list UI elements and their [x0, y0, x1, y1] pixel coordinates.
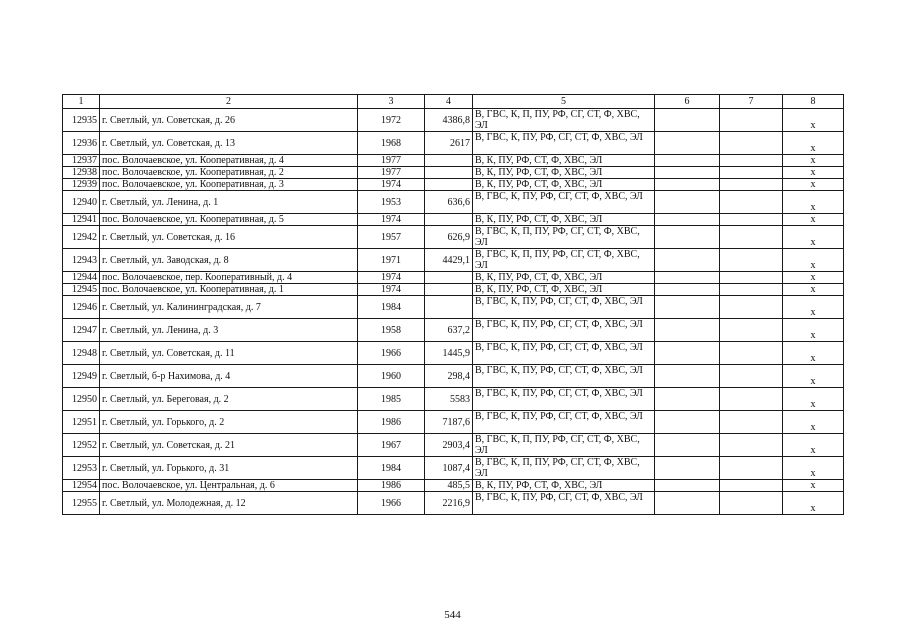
area-cell: 2617: [425, 132, 473, 155]
address-cell: г. Светлый, ул. Советская, д. 11: [100, 342, 358, 365]
year-cell: 1953: [358, 191, 425, 214]
column-7-cell: [720, 179, 783, 191]
year-cell: 1967: [358, 434, 425, 457]
table-row: [63, 434, 844, 457]
area-cell: 636,6: [425, 191, 473, 214]
mark-cell: x: [783, 319, 844, 342]
page-number: 544: [444, 609, 461, 621]
column-6-cell: [655, 365, 720, 388]
year-cell: 1986: [358, 480, 425, 492]
address-cell: г. Светлый, ул. Советская, д. 16: [100, 226, 358, 249]
header-cell: 1: [63, 95, 100, 109]
column-7-cell: [720, 296, 783, 319]
header-cell: 6: [655, 95, 720, 109]
utilities-cell: В, К, ПУ, РФ, СТ, Ф, ХВС, ЭЛ: [473, 179, 655, 191]
row-number-cell: 12946: [63, 296, 100, 319]
mark-cell: x: [783, 191, 844, 214]
year-cell: 1974: [358, 284, 425, 296]
header-row: [63, 95, 844, 109]
column-7-cell: [720, 411, 783, 434]
address-cell: пос. Волочаевское, ул. Кооперативная, д. 3: [100, 179, 358, 191]
utilities-cell: В, ГВС, К, П, ПУ, РФ, СГ, СТ, Ф, ХВС, ЭЛ: [473, 109, 655, 132]
row-number-cell: 12951: [63, 411, 100, 434]
table-row: [63, 492, 844, 515]
table-row: [63, 365, 844, 388]
area-cell: 637,2: [425, 319, 473, 342]
mark-cell: x: [783, 272, 844, 284]
address-cell: г. Светлый, ул. Горького, д. 31: [100, 457, 358, 480]
row-number-cell: 12943: [63, 249, 100, 272]
utilities-cell: В, ГВС, К, П, ПУ, РФ, СГ, СТ, Ф, ХВС, ЭЛ: [473, 226, 655, 249]
area-cell: [425, 167, 473, 179]
mark-cell: x: [783, 411, 844, 434]
column-7-cell: [720, 480, 783, 492]
year-cell: 1977: [358, 155, 425, 167]
address-cell: г. Светлый, ул. Ленина, д. 3: [100, 319, 358, 342]
area-cell: [425, 179, 473, 191]
year-cell: 1974: [358, 179, 425, 191]
area-cell: 4429,1: [425, 249, 473, 272]
row-number-cell: 12941: [63, 214, 100, 226]
mark-cell: x: [783, 480, 844, 492]
column-7-cell: [720, 132, 783, 155]
mark-cell: x: [783, 179, 844, 191]
area-cell: 1087,4: [425, 457, 473, 480]
utilities-cell: В, К, ПУ, РФ, СТ, Ф, ХВС, ЭЛ: [473, 155, 655, 167]
year-cell: 1957: [358, 226, 425, 249]
column-6-cell: [655, 191, 720, 214]
column-6-cell: [655, 109, 720, 132]
row-number-cell: 12950: [63, 388, 100, 411]
area-cell: 2903,4: [425, 434, 473, 457]
year-cell: 1986: [358, 411, 425, 434]
mark-cell: x: [783, 434, 844, 457]
year-cell: 1968: [358, 132, 425, 155]
table-row: [63, 191, 844, 214]
address-cell: г. Светлый, ул. Молодежная, д. 12: [100, 492, 358, 515]
utilities-cell: В, ГВС, К, ПУ, РФ, СГ, СТ, Ф, ХВС, ЭЛ: [473, 319, 655, 342]
address-cell: г. Светлый, ул. Ленина, д. 1: [100, 191, 358, 214]
utilities-cell: В, ГВС, К, П, ПУ, РФ, СГ, СТ, Ф, ХВС, ЭЛ: [473, 434, 655, 457]
utilities-cell: В, К, ПУ, РФ, СТ, Ф, ХВС, ЭЛ: [473, 480, 655, 492]
utilities-cell: В, К, ПУ, РФ, СТ, Ф, ХВС, ЭЛ: [473, 284, 655, 296]
area-cell: 2216,9: [425, 492, 473, 515]
header-cell: 5: [473, 95, 655, 109]
table-body: [63, 109, 844, 515]
area-cell: [425, 214, 473, 226]
table-row: [63, 155, 844, 167]
year-cell: 1972: [358, 109, 425, 132]
row-number-cell: 12947: [63, 319, 100, 342]
table-row: [63, 167, 844, 179]
mark-cell: x: [783, 492, 844, 515]
column-7-cell: [720, 226, 783, 249]
column-6-cell: [655, 226, 720, 249]
row-number-cell: 12935: [63, 109, 100, 132]
utilities-cell: В, К, ПУ, РФ, СТ, Ф, ХВС, ЭЛ: [473, 167, 655, 179]
mark-cell: x: [783, 109, 844, 132]
address-cell: г. Светлый, ул. Советская, д. 13: [100, 132, 358, 155]
column-7-cell: [720, 388, 783, 411]
area-cell: [425, 296, 473, 319]
column-7-cell: [720, 365, 783, 388]
area-cell: 298,4: [425, 365, 473, 388]
year-cell: 1974: [358, 272, 425, 284]
column-6-cell: [655, 342, 720, 365]
column-6-cell: [655, 411, 720, 434]
year-cell: 1966: [358, 492, 425, 515]
column-6-cell: [655, 249, 720, 272]
column-7-cell: [720, 109, 783, 132]
header-cell: 8: [783, 95, 844, 109]
column-7-cell: [720, 214, 783, 226]
address-cell: г. Светлый, ул. Советская, д. 26: [100, 109, 358, 132]
column-6-cell: [655, 167, 720, 179]
year-cell: 1977: [358, 167, 425, 179]
mark-cell: x: [783, 167, 844, 179]
column-7-cell: [720, 342, 783, 365]
area-cell: [425, 284, 473, 296]
row-number-cell: 12936: [63, 132, 100, 155]
row-number-cell: 12942: [63, 226, 100, 249]
column-6-cell: [655, 214, 720, 226]
table-row: [63, 342, 844, 365]
column-7-cell: [720, 191, 783, 214]
area-cell: 7187,6: [425, 411, 473, 434]
utilities-cell: В, ГВС, К, ПУ, РФ, СГ, СТ, Ф, ХВС, ЭЛ: [473, 191, 655, 214]
column-6-cell: [655, 284, 720, 296]
address-cell: пос. Волочаевское, ул. Кооперативная, д. 1: [100, 284, 358, 296]
mark-cell: x: [783, 249, 844, 272]
column-6-cell: [655, 132, 720, 155]
mark-cell: x: [783, 365, 844, 388]
year-cell: 1971: [358, 249, 425, 272]
mark-cell: x: [783, 214, 844, 226]
address-cell: пос. Волочаевское, ул. Кооперативная, д. 5: [100, 214, 358, 226]
utilities-cell: В, ГВС, К, П, ПУ, РФ, СГ, СТ, Ф, ХВС, ЭЛ: [473, 249, 655, 272]
row-number-cell: 12940: [63, 191, 100, 214]
header-cell: 3: [358, 95, 425, 109]
column-7-cell: [720, 319, 783, 342]
utilities-cell: В, ГВС, К, ПУ, РФ, СГ, СТ, Ф, ХВС, ЭЛ: [473, 411, 655, 434]
mark-cell: x: [783, 296, 844, 319]
mark-cell: x: [783, 457, 844, 480]
utilities-cell: В, ГВС, К, ПУ, РФ, СГ, СТ, Ф, ХВС, ЭЛ: [473, 132, 655, 155]
header-cell: 7: [720, 95, 783, 109]
column-7-cell: [720, 272, 783, 284]
address-cell: г. Светлый, б-р Нахимова, д. 4: [100, 365, 358, 388]
year-cell: 1984: [358, 296, 425, 319]
row-number-cell: 12953: [63, 457, 100, 480]
row-number-cell: 12954: [63, 480, 100, 492]
table-row: [63, 411, 844, 434]
column-7-cell: [720, 284, 783, 296]
row-number-cell: 12938: [63, 167, 100, 179]
mark-cell: x: [783, 388, 844, 411]
column-7-cell: [720, 249, 783, 272]
column-7-cell: [720, 167, 783, 179]
utilities-cell: В, ГВС, К, ПУ, РФ, СГ, СТ, Ф, ХВС, ЭЛ: [473, 342, 655, 365]
utilities-cell: В, ГВС, К, ПУ, РФ, СГ, СТ, Ф, ХВС, ЭЛ: [473, 492, 655, 515]
column-6-cell: [655, 457, 720, 480]
mark-cell: x: [783, 155, 844, 167]
column-6-cell: [655, 388, 720, 411]
header-cell: 2: [100, 95, 358, 109]
table-row: [63, 272, 844, 284]
area-cell: 485,5: [425, 480, 473, 492]
mark-cell: x: [783, 284, 844, 296]
row-number-cell: 12948: [63, 342, 100, 365]
address-cell: г. Светлый, ул. Горького, д. 2: [100, 411, 358, 434]
address-cell: г. Светлый, ул. Советская, д. 21: [100, 434, 358, 457]
utilities-cell: В, ГВС, К, ПУ, РФ, СГ, СТ, Ф, ХВС, ЭЛ: [473, 365, 655, 388]
row-number-cell: 12955: [63, 492, 100, 515]
address-cell: г. Светлый, ул. Береговая, д. 2: [100, 388, 358, 411]
year-cell: 1958: [358, 319, 425, 342]
table-row: [63, 284, 844, 296]
year-cell: 1985: [358, 388, 425, 411]
area-cell: 626,9: [425, 226, 473, 249]
area-cell: [425, 155, 473, 167]
year-cell: 1984: [358, 457, 425, 480]
year-cell: 1960: [358, 365, 425, 388]
column-6-cell: [655, 480, 720, 492]
address-cell: пос. Волочаевское, ул. Центральная, д. 6: [100, 480, 358, 492]
column-6-cell: [655, 272, 720, 284]
row-number-cell: 12939: [63, 179, 100, 191]
column-7-cell: [720, 155, 783, 167]
table-row: [63, 132, 844, 155]
address-cell: пос. Волочаевское, ул. Кооперативная, д. 2: [100, 167, 358, 179]
mark-cell: x: [783, 226, 844, 249]
mark-cell: x: [783, 342, 844, 365]
row-number-cell: 12944: [63, 272, 100, 284]
column-6-cell: [655, 155, 720, 167]
table-row: [63, 457, 844, 480]
area-cell: 4386,8: [425, 109, 473, 132]
table-row: [63, 226, 844, 249]
table-row: [63, 249, 844, 272]
utilities-cell: В, К, ПУ, РФ, СТ, Ф, ХВС, ЭЛ: [473, 214, 655, 226]
utilities-cell: В, ГВС, К, ПУ, РФ, СГ, СТ, Ф, ХВС, ЭЛ: [473, 296, 655, 319]
header-cell: 4: [425, 95, 473, 109]
year-cell: 1966: [358, 342, 425, 365]
table-row: [63, 296, 844, 319]
table-row: [63, 480, 844, 492]
table-row: [63, 214, 844, 226]
row-number-cell: 12945: [63, 284, 100, 296]
area-cell: [425, 272, 473, 284]
address-cell: пос. Волочаевское, пер. Кооперативный, д. 4: [100, 272, 358, 284]
row-number-cell: 12952: [63, 434, 100, 457]
column-6-cell: [655, 179, 720, 191]
row-number-cell: 12937: [63, 155, 100, 167]
column-7-cell: [720, 434, 783, 457]
table-row: [63, 319, 844, 342]
utilities-cell: В, ГВС, К, П, ПУ, РФ, СГ, СТ, Ф, ХВС, ЭЛ: [473, 457, 655, 480]
utilities-cell: В, ГВС, К, ПУ, РФ, СГ, СТ, Ф, ХВС, ЭЛ: [473, 388, 655, 411]
address-cell: пос. Волочаевское, ул. Кооперативная, д. 4: [100, 155, 358, 167]
utilities-cell: В, К, ПУ, РФ, СТ, Ф, ХВС, ЭЛ: [473, 272, 655, 284]
address-cell: г. Светлый, ул. Калининградская, д. 7: [100, 296, 358, 319]
column-7-cell: [720, 457, 783, 480]
year-cell: 1974: [358, 214, 425, 226]
column-6-cell: [655, 434, 720, 457]
table-row: [63, 388, 844, 411]
area-cell: 1445,9: [425, 342, 473, 365]
column-6-cell: [655, 492, 720, 515]
housing-registry-table: [62, 94, 844, 515]
address-cell: г. Светлый, ул. Заводская, д. 8: [100, 249, 358, 272]
table-row: [63, 179, 844, 191]
table-row: [63, 109, 844, 132]
row-number-cell: 12949: [63, 365, 100, 388]
column-6-cell: [655, 296, 720, 319]
mark-cell: x: [783, 132, 844, 155]
column-6-cell: [655, 319, 720, 342]
column-7-cell: [720, 492, 783, 515]
area-cell: 5583: [425, 388, 473, 411]
